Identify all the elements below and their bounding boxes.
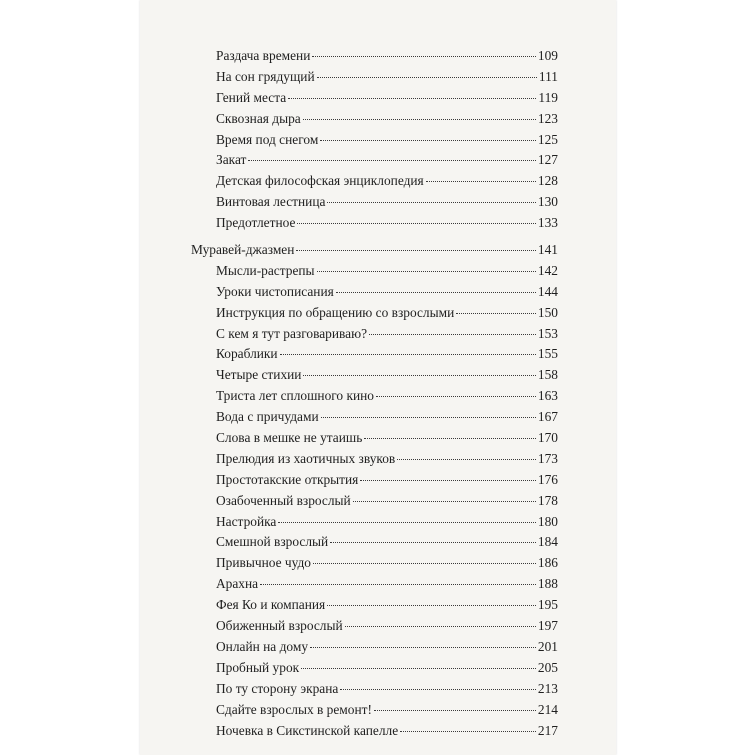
toc-entry-title: Фея Ко и компания	[216, 597, 326, 613]
toc-entry-title: На сон грядущий	[216, 68, 315, 84]
toc-dot-leader	[336, 291, 536, 293]
toc-entry-page-number: 201	[537, 638, 558, 654]
toc-entry-title: Гений места	[216, 89, 287, 105]
toc-dot-leader	[360, 479, 536, 481]
toc-entry-page-number: 163	[537, 388, 558, 404]
toc-entry-page-number: 176	[537, 471, 558, 487]
toc-entry-title: Смешной взрослый	[216, 534, 329, 550]
toc-entry	[191, 532, 558, 553]
toc-entry	[191, 595, 558, 616]
toc-dot-leader	[327, 201, 535, 203]
toc-entry-page-number: 150	[537, 304, 558, 320]
toc-entry	[191, 616, 558, 637]
toc-dot-leader	[313, 562, 536, 564]
toc-entry-title: Сквозная дыра	[216, 110, 301, 126]
toc-dot-leader	[456, 312, 536, 314]
toc-entry	[191, 324, 558, 345]
toc-dot-leader	[327, 604, 536, 606]
toc-dot-leader	[317, 270, 536, 272]
toc-dot-leader	[280, 353, 536, 355]
toc-entry-page-number: 130	[537, 194, 558, 210]
toc-dot-leader	[303, 374, 535, 376]
toc-entry-title: Уроки чистописания	[216, 283, 334, 299]
toc-entry-page-number: 128	[537, 173, 558, 189]
toc-dot-leader	[426, 180, 536, 182]
toc-entry-title: Мысли-растрепы	[216, 262, 315, 278]
toc-entry-page-number: 153	[537, 325, 558, 341]
toc-dot-leader	[364, 437, 536, 439]
toc-entry	[191, 46, 558, 67]
toc-entry-page-number: 195	[537, 597, 558, 613]
toc-entry	[191, 192, 558, 213]
toc-entry-page-number: 213	[537, 680, 558, 696]
toc-dot-leader	[296, 249, 535, 251]
toc-dot-leader	[321, 416, 536, 418]
toc-entry-page-number: 123	[537, 110, 558, 126]
toc-entry-page-number: 217	[537, 722, 558, 738]
toc-entry-title: Сдайте взрослых в ремонт!	[216, 701, 372, 717]
toc-entry-page-number: 186	[537, 555, 558, 571]
toc-dot-leader	[278, 521, 536, 523]
toc-entry	[191, 407, 558, 428]
toc-entry-title: По ту сторону экрана	[216, 680, 339, 696]
toc-entry-title: Обиженный взрослый	[216, 618, 343, 634]
toc-dot-leader	[400, 730, 536, 732]
toc-entry-page-number: 178	[537, 492, 558, 508]
toc-entry-page-number: 188	[537, 576, 558, 592]
toc-dot-leader	[312, 55, 536, 57]
toc-dot-leader	[320, 139, 536, 141]
toc-dot-leader	[369, 333, 536, 335]
toc-entry-title: Прелюдия из хаотичных звуков	[216, 450, 396, 466]
toc-entry-title: Вода с причудами	[216, 409, 319, 425]
toc-dot-leader	[301, 667, 536, 669]
toc-entry-title: Винтовая лестница	[216, 194, 326, 210]
toc-entry-title: Четыре стихии	[216, 367, 302, 383]
toc-dot-leader	[317, 76, 537, 78]
toc-entry	[191, 171, 558, 192]
toc-entry-page-number: 214	[537, 701, 558, 717]
toc-entry-page-number: 141	[537, 242, 558, 258]
toc-dot-leader	[376, 395, 536, 397]
toc-entry-title: Арахна	[216, 576, 259, 592]
toc-entry-page-number: 119	[538, 89, 558, 105]
toc-entry-title: Предотлетное	[216, 215, 296, 231]
toc-entry	[191, 470, 558, 491]
toc-entry-title: Простотакские открытия	[216, 471, 359, 487]
toc-entry-page-number: 155	[537, 346, 558, 362]
toc-entry-title: Триста лет сплошного кино	[216, 388, 374, 404]
toc-entry	[191, 344, 558, 365]
toc-entry-page-number: 125	[537, 131, 558, 147]
toc-dot-leader	[310, 646, 536, 648]
toc-entry-title: Детская философская энциклопедия	[216, 173, 424, 189]
toc-entry-title: Время под снегом	[216, 131, 319, 147]
toc-entry-title: Слова в мешке не утаишь	[216, 430, 363, 446]
toc-dot-leader	[330, 541, 536, 543]
toc-entry	[191, 109, 558, 130]
toc-dot-leader	[288, 97, 536, 99]
toc-entry-title: Кораблики	[216, 346, 278, 362]
table-of-contents	[191, 46, 558, 741]
toc-entry-page-number: 205	[537, 659, 558, 675]
toc-entry	[191, 491, 558, 512]
toc-entry	[191, 721, 558, 742]
toc-entry-title: Привычное чудо	[216, 555, 311, 571]
toc-section-entry	[191, 240, 558, 261]
toc-entry	[191, 88, 558, 109]
toc-dot-leader	[353, 500, 536, 502]
toc-entry	[191, 365, 558, 386]
toc-entry	[191, 130, 558, 151]
toc-entry-page-number: 109	[537, 48, 558, 63]
toc-entry-title: Закат	[216, 152, 247, 168]
toc-entry	[191, 67, 558, 88]
toc-entry	[191, 700, 558, 721]
toc-entry-page-number: 170	[537, 430, 558, 446]
toc-dot-leader	[260, 583, 536, 585]
toc-dot-leader	[303, 118, 536, 120]
toc-entry-page-number: 158	[537, 367, 558, 383]
toc-dot-leader	[345, 625, 536, 627]
toc-entry-page-number: 133	[537, 215, 558, 231]
toc-entry-page-number: 184	[537, 534, 558, 550]
toc-entry-title: Настройка	[216, 513, 277, 529]
toc-entry	[191, 679, 558, 700]
toc-entry-title: Пробный урок	[216, 659, 300, 675]
toc-entry-title: С кем я тут разговариваю?	[216, 325, 368, 341]
toc-entry	[191, 428, 558, 449]
toc-entry-title: Озабоченный взрослый	[216, 492, 351, 508]
toc-entry-page-number: 142	[537, 262, 558, 278]
toc-entry	[191, 637, 558, 658]
toc-entry	[191, 213, 558, 234]
toc-entry	[191, 512, 558, 533]
toc-entry	[191, 261, 558, 282]
toc-entry-page-number: 197	[537, 618, 558, 634]
toc-entry-title: Ночевка в Сикстинской капелле	[216, 722, 399, 738]
toc-entry	[191, 386, 558, 407]
toc-dot-leader	[248, 159, 536, 161]
toc-entry-page-number: 173	[537, 450, 558, 466]
toc-entry-title: Онлайн на дому	[216, 638, 309, 654]
toc-entry-page-number: 167	[537, 409, 558, 425]
toc-entry-page-number: 144	[537, 283, 558, 299]
toc-entry	[191, 553, 558, 574]
toc-entry	[191, 574, 558, 595]
toc-entry	[191, 282, 558, 303]
toc-dot-leader	[297, 222, 535, 224]
toc-dot-leader	[397, 458, 536, 460]
toc-entry	[191, 658, 558, 679]
toc-entry-page-number: 111	[538, 68, 558, 84]
toc-dot-leader	[340, 688, 536, 690]
toc-entry	[191, 303, 558, 324]
toc-entry-page-number: 127	[537, 152, 558, 168]
toc-entry	[191, 150, 558, 171]
toc-entry	[191, 449, 558, 470]
toc-dot-leader	[374, 709, 536, 711]
toc-entry-title: Инструкция по обращению со взрослыми	[216, 304, 455, 320]
toc-entry-title: Муравей-джазмен	[191, 242, 295, 258]
toc-entry-title: Раздача времени	[216, 48, 311, 63]
toc-entry-page-number: 180	[537, 513, 558, 529]
